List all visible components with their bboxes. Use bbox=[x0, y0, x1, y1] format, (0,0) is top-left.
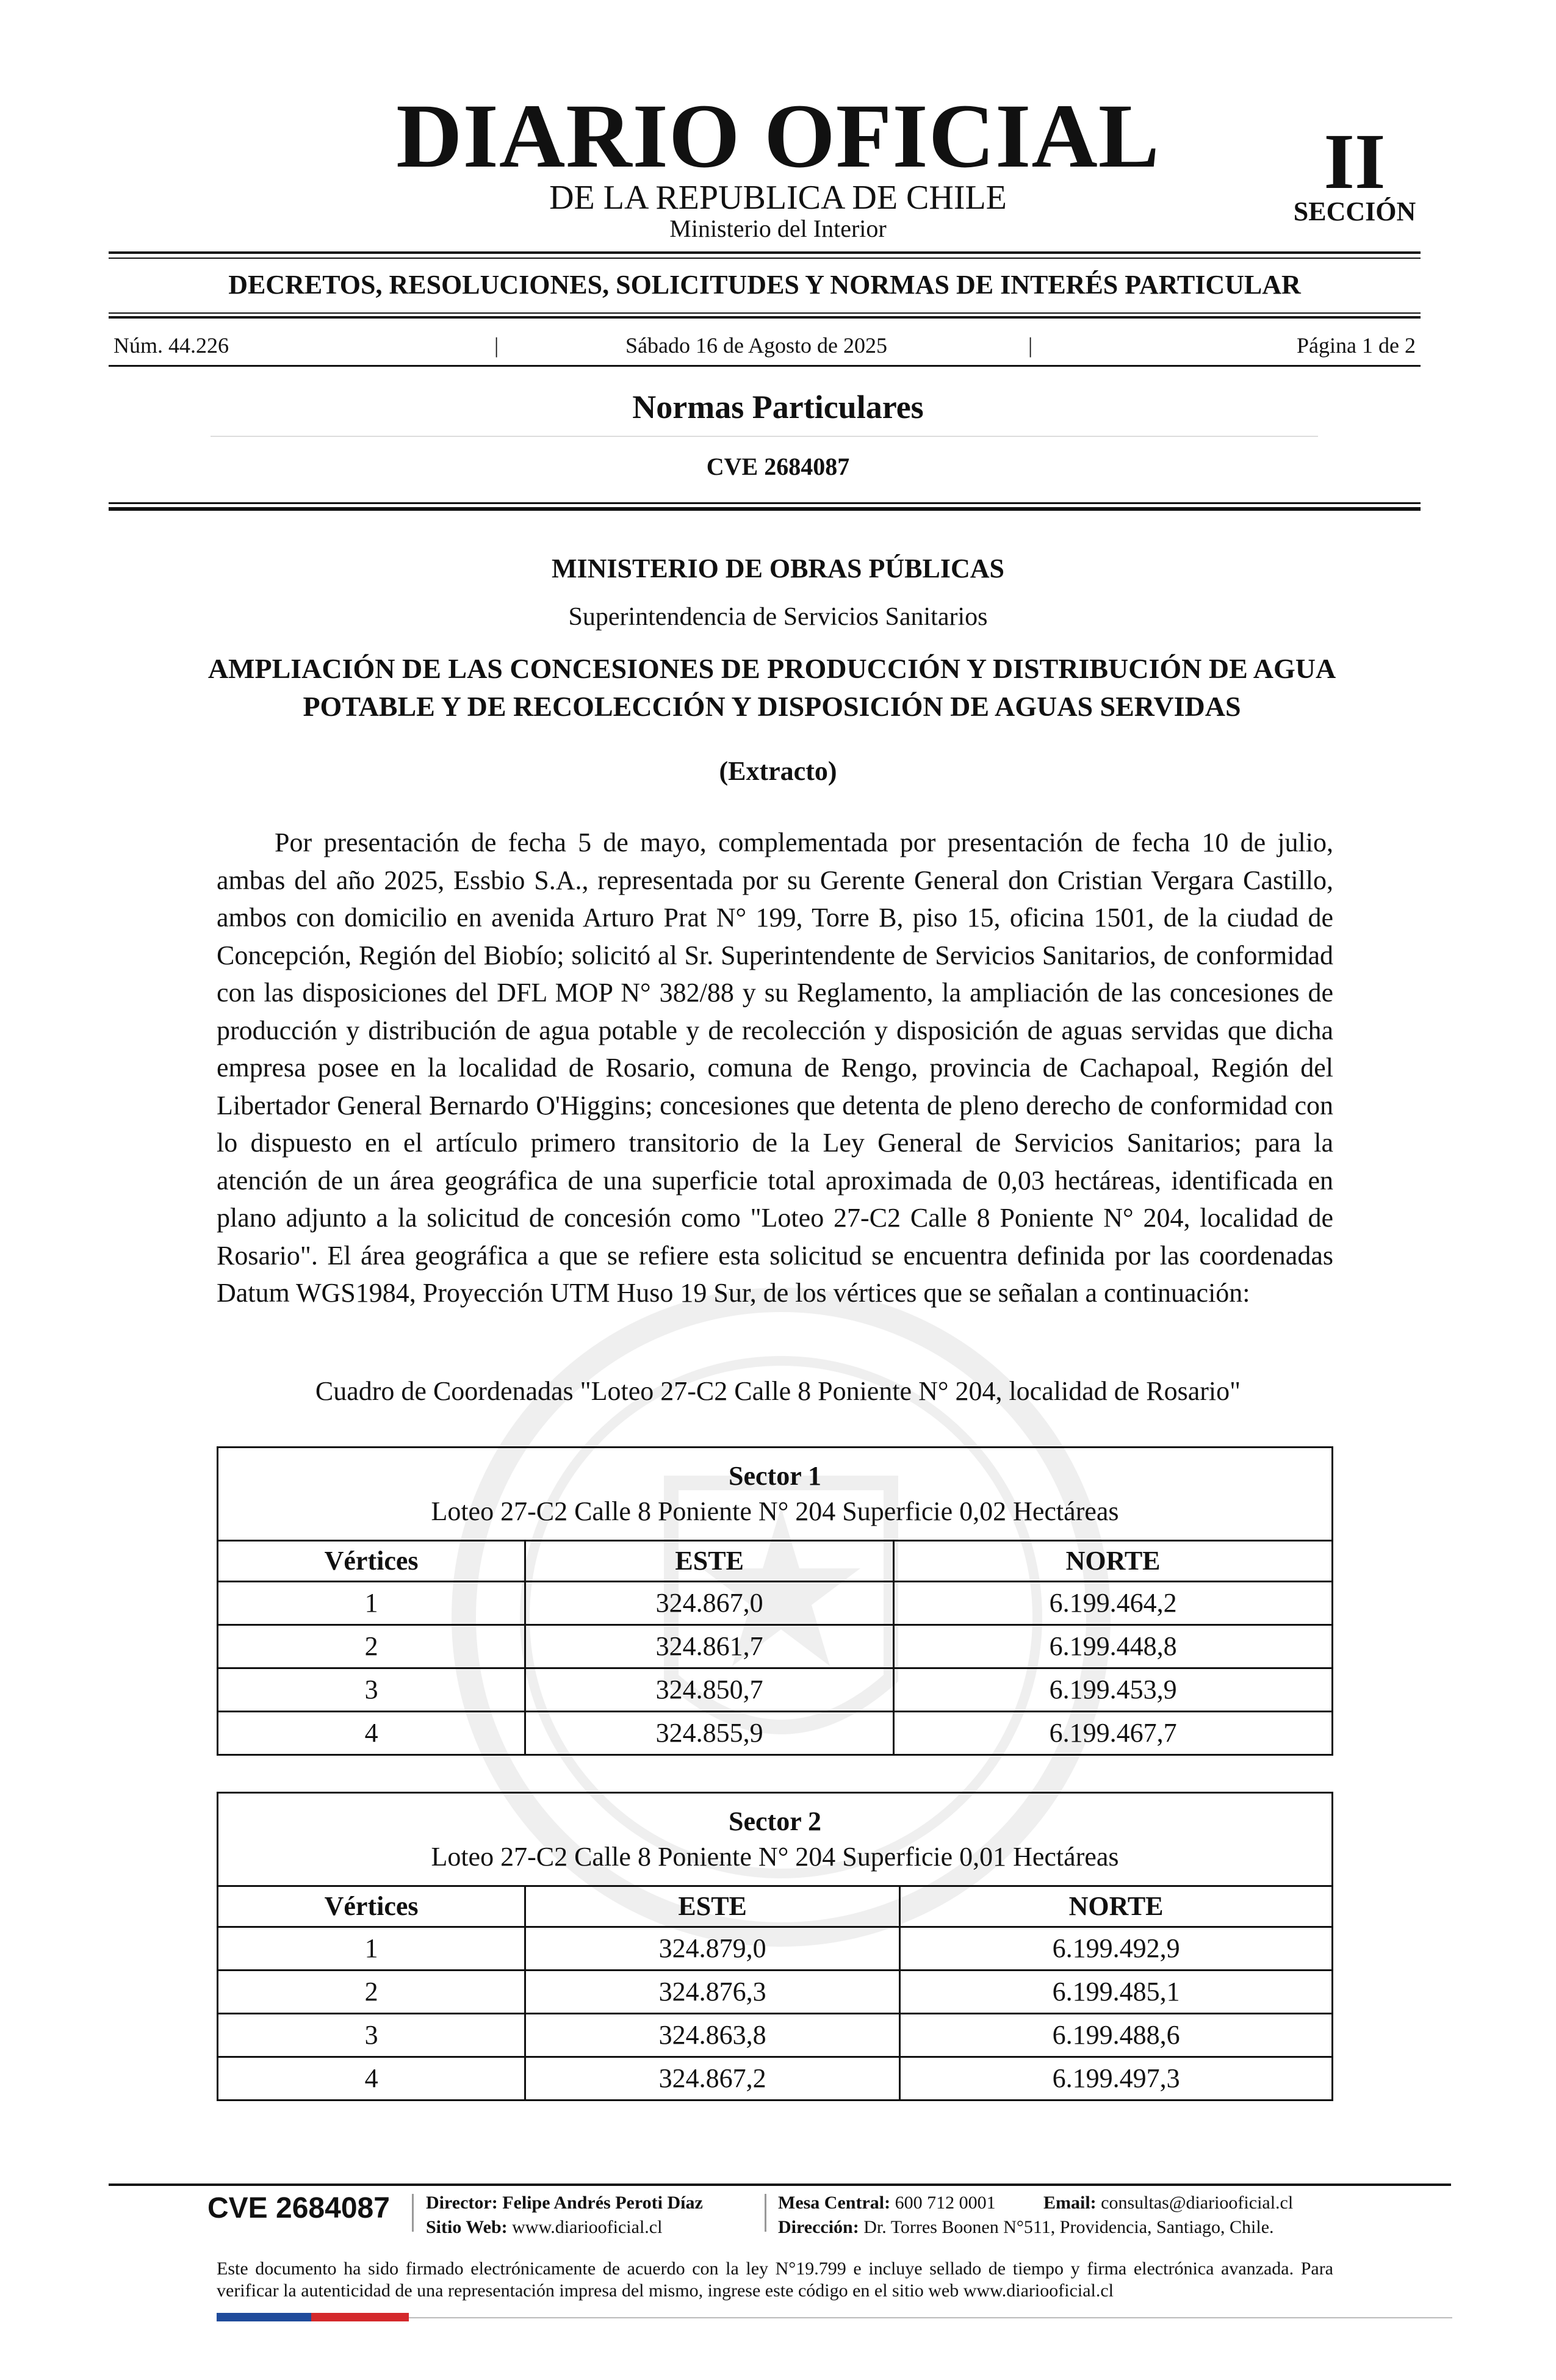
norte-cell: 6.199.453,9 bbox=[894, 1668, 1333, 1712]
document-title: AMPLIACIÓN DE LAS CONCESIONES DE PRODUCCIÓN Y DISTRIBUCIÓN DE AGUA POTABLE Y DE RECOLECCIÓN Y DISPOSICIÓN DE AGUAS SERVIDAS bbox=[207, 653, 1336, 722]
sector-subtitle: Loteo 27-C2 Calle 8 Poniente N° 204 Superficie 0,01 Hectáreas bbox=[431, 1842, 1119, 1872]
website-link[interactable]: www.diariooficial.cl bbox=[512, 2217, 663, 2237]
norte-cell: 6.199.492,9 bbox=[900, 1927, 1333, 1971]
agency-name: Superintendencia de Servicios Sanitarios bbox=[568, 603, 988, 631]
heading-underline bbox=[211, 436, 1318, 437]
este-cell: 324.850,7 bbox=[525, 1668, 894, 1712]
column-header-norte: NORTE bbox=[900, 1886, 1333, 1927]
table-row bbox=[218, 2014, 1333, 2057]
cve-rule-2 bbox=[109, 507, 1421, 511]
este-cell: 324.861,7 bbox=[525, 1625, 894, 1668]
norte-cell: 6.199.497,3 bbox=[900, 2057, 1333, 2101]
column-header-norte: NORTE bbox=[894, 1541, 1333, 1582]
footer-rule bbox=[109, 2183, 1451, 2186]
info-separator: | bbox=[494, 333, 499, 358]
vertex-cell: 2 bbox=[218, 1971, 525, 2014]
column-header-este: ESTE bbox=[525, 1886, 900, 1927]
cve-code: CVE 2684087 bbox=[706, 453, 850, 480]
info-separator: | bbox=[1028, 333, 1033, 358]
footer-divider bbox=[412, 2194, 414, 2232]
norte-cell: 6.199.467,7 bbox=[894, 1712, 1333, 1755]
sector-header bbox=[218, 1448, 1333, 1541]
footer-address bbox=[778, 2218, 1274, 2237]
sector-subtitle: Loteo 27-C2 Calle 8 Poniente N° 204 Superficie 0,02 Hectáreas bbox=[431, 1496, 1119, 1526]
masthead-subtitle: DE LA REPUBLICA DE CHILE bbox=[549, 179, 1007, 217]
category-banner: DECRETOS, RESOLUCIONES, SOLICITUDES Y NORMAS DE INTERÉS PARTICULAR bbox=[228, 270, 1301, 300]
norte-cell: 6.199.448,8 bbox=[894, 1625, 1333, 1668]
phone-number: 600 712 0001 bbox=[895, 2193, 996, 2213]
ministry-name: MINISTERIO DE OBRAS PÚBLICAS bbox=[551, 554, 1005, 583]
footer-cve-code: CVE 2684087 bbox=[207, 2192, 390, 2224]
extract-label: (Extracto) bbox=[719, 756, 837, 786]
issue-date: Sábado 16 de Agosto de 2025 bbox=[625, 333, 887, 358]
sector-header bbox=[218, 1793, 1333, 1886]
masthead-rule-1 bbox=[109, 251, 1421, 254]
masthead-title: DIARIO OFICIAL bbox=[396, 85, 1160, 187]
norte-cell: 6.199.464,2 bbox=[894, 1582, 1333, 1625]
phone-label: Mesa Central: bbox=[778, 2193, 891, 2213]
issue-number: Núm. 44.226 bbox=[113, 333, 229, 358]
column-header-vertices: Vértices bbox=[218, 1541, 525, 1582]
table-header-row bbox=[218, 1541, 1333, 1582]
este-cell: 324.855,9 bbox=[525, 1712, 894, 1755]
banner-rule-1 bbox=[109, 312, 1421, 314]
masthead-ministry: Ministerio del Interior bbox=[669, 215, 887, 242]
coordinates-table-sector-2 bbox=[217, 1792, 1333, 2101]
section-number: II bbox=[1324, 118, 1386, 206]
footer-email bbox=[1043, 2194, 1293, 2212]
column-header-este: ESTE bbox=[525, 1541, 894, 1582]
flag-bar-blue bbox=[217, 2313, 311, 2321]
section-heading: Normas Particulares bbox=[632, 389, 924, 425]
footer-director bbox=[426, 2194, 703, 2212]
masthead-rule-2 bbox=[109, 258, 1421, 259]
este-cell: 324.876,3 bbox=[525, 1971, 900, 2014]
norte-cell: 6.199.488,6 bbox=[900, 2014, 1333, 2057]
website-label: Sitio Web: bbox=[426, 2217, 508, 2237]
coordinates-table-sector-1 bbox=[217, 1446, 1333, 1756]
vertex-cell: 3 bbox=[218, 2014, 525, 2057]
banner-rule-2 bbox=[109, 316, 1421, 319]
table-row bbox=[218, 1625, 1333, 1668]
cve-rule-1 bbox=[109, 502, 1421, 504]
vertex-cell: 1 bbox=[218, 1582, 525, 1625]
email-link[interactable]: consultas@diariooficial.cl bbox=[1101, 2193, 1294, 2213]
address-label: Dirección: bbox=[778, 2217, 859, 2237]
vertex-cell: 3 bbox=[218, 1668, 525, 1712]
este-cell: 324.863,8 bbox=[525, 2014, 900, 2057]
norte-cell: 6.199.485,1 bbox=[900, 1971, 1333, 2014]
este-cell: 324.879,0 bbox=[525, 1927, 900, 1971]
vertex-cell: 1 bbox=[218, 1927, 525, 1971]
table-caption: Cuadro de Coordenadas "Loteo 27-C2 Calle 8 Poniente N° 204, localidad de Rosario" bbox=[315, 1376, 1241, 1406]
table-row bbox=[218, 1927, 1333, 1971]
este-cell: 324.867,0 bbox=[525, 1582, 894, 1625]
footer-divider bbox=[765, 2194, 766, 2232]
info-rule bbox=[109, 365, 1421, 367]
vertex-cell: 4 bbox=[218, 1712, 525, 1755]
table-row bbox=[218, 1971, 1333, 2014]
table-row bbox=[218, 1712, 1333, 1755]
section-label: SECCIÓN bbox=[1293, 197, 1416, 226]
table-row bbox=[218, 1668, 1333, 1712]
director-label: Director: bbox=[426, 2193, 498, 2213]
sector-title: Sector 1 bbox=[729, 1461, 821, 1491]
sector-title: Sector 2 bbox=[729, 1806, 821, 1836]
table-row bbox=[218, 2057, 1333, 2101]
flag-bar-line bbox=[409, 2317, 1452, 2318]
column-header-vertices: Vértices bbox=[218, 1886, 525, 1927]
table-header-row bbox=[218, 1886, 1333, 1927]
table-row bbox=[218, 1582, 1333, 1625]
vertex-cell: 4 bbox=[218, 2057, 525, 2101]
email-label: Email: bbox=[1043, 2193, 1097, 2213]
vertex-cell: 2 bbox=[218, 1625, 525, 1668]
page-indicator: Página 1 de 2 bbox=[1297, 333, 1416, 358]
footer-phone bbox=[778, 2194, 996, 2212]
flag-bar-red bbox=[311, 2313, 409, 2321]
body-paragraph: Por presentación de fecha 5 de mayo, complementada por presentación de fecha 10 de julio, ambas del año 2025, Essbio S.A., representada por su Gerente General don Cristian Vergara Castillo, ambos con domicilio en avenida Arturo Prat N° 199, Torre B, piso 15, oficina 1501, de la ciudad de Concepción, Región del Biobío; solicitó al Sr. Superintendente de Servicios Sanitarios, de conformidad con las disposiciones del DFL MOP N° 382/88 y su Reglamento, la ampliación de las concesiones de producción y distribución de agua potable y de recolección y disposición de aguas servidas que dicha empresa posee en la localidad de Rosario, comuna de Rengo, provincia de Cachapoal, Región del Libertador General Bernardo O'Higgins; concesiones que detenta de pleno derecho de conformidad con lo dispuesto en el artículo primero transitorio de la Ley General de Servicios Sanitarios; para la atención de un área geográfica de una superficie total aproximada de 0,03 hectáreas, identificada en plano adjunto a la solicitud de concesión como "Loteo 27-C2 Calle 8 Poniente N° 204, localidad de Rosario". El área geográfica a que se refiere esta solicitud se encuentra definida por las coordenadas Datum WGS1984, Proyección UTM Huso 19 Sur, de los vértices que se señalan a continuación: bbox=[217, 828, 1333, 1308]
signature-notice: Este documento ha sido firmado electrónicamente de acuerdo con la ley N°19.799 e incluye sellado de tiempo y firma electrónica avanzada. Para verificar la autenticidad de una representación impresa del mismo, ingrese este código en el sitio web www.diariooficial.cl bbox=[217, 2259, 1333, 2301]
director-name: Felipe Andrés Peroti Díaz bbox=[502, 2193, 703, 2213]
address-text: Dr. Torres Boonen N°511, Providencia, Santiago, Chile. bbox=[863, 2217, 1274, 2237]
footer-website bbox=[426, 2218, 662, 2237]
este-cell: 324.867,2 bbox=[525, 2057, 900, 2101]
